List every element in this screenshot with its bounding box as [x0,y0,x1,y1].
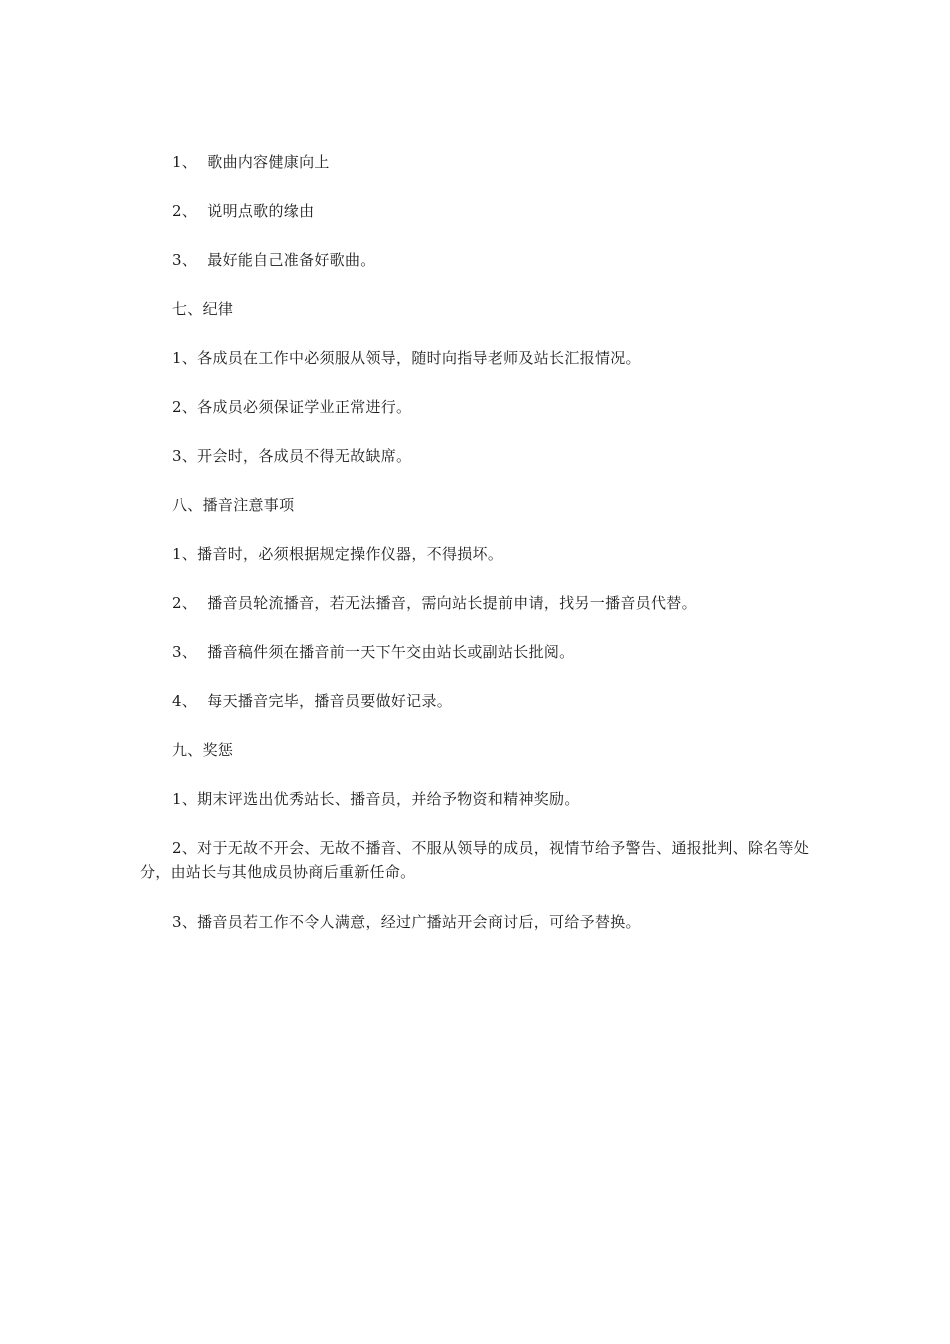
section-heading-discipline: 七、纪律 [172,300,234,318]
list-item: 3、播音员若工作不令人满意，经过广播站开会商讨后，可给予替换。 [172,913,641,931]
list-item: 1、各成员在工作中必须服从领导，随时向指导老师及站长汇报情况。 [172,349,641,367]
document-body [140,150,812,959]
list-item: 3、开会时，各成员不得无故缺席。 [172,447,412,465]
list-item: 2、 播音员轮流播音，若无法播音，需向站长提前申请，找另一播音员代替。 [172,594,697,612]
list-item: 2、 说明点歌的缘由 [172,202,315,220]
list-item: 1、 歌曲内容健康向上 [172,153,330,171]
section-heading-rewards-penalties: 九、奖惩 [172,741,234,759]
list-item: 4、 每天播音完毕，播音员要做好记录。 [172,692,453,710]
list-item: 3、 播音稿件须在播音前一天下午交由站长或副站长批阅。 [172,643,575,661]
list-item: 2、对于无故不开会、无故不播音、不服从领导的成员，视情节给予警告、通报批判、除名等处分，由站长与其他成员协商后重新任命。 [140,839,810,881]
list-item: 2、各成员必须保证学业正常进行。 [172,398,412,416]
list-item: 1、播音时，必须根据规定操作仪器，不得损坏。 [172,545,504,563]
section-heading-broadcast-notes: 八、播音注意事项 [172,496,295,514]
list-item: 3、 最好能自己准备好歌曲。 [172,251,376,269]
list-item: 1、期末评选出优秀站长、播音员，并给予物资和精神奖励。 [172,790,580,808]
